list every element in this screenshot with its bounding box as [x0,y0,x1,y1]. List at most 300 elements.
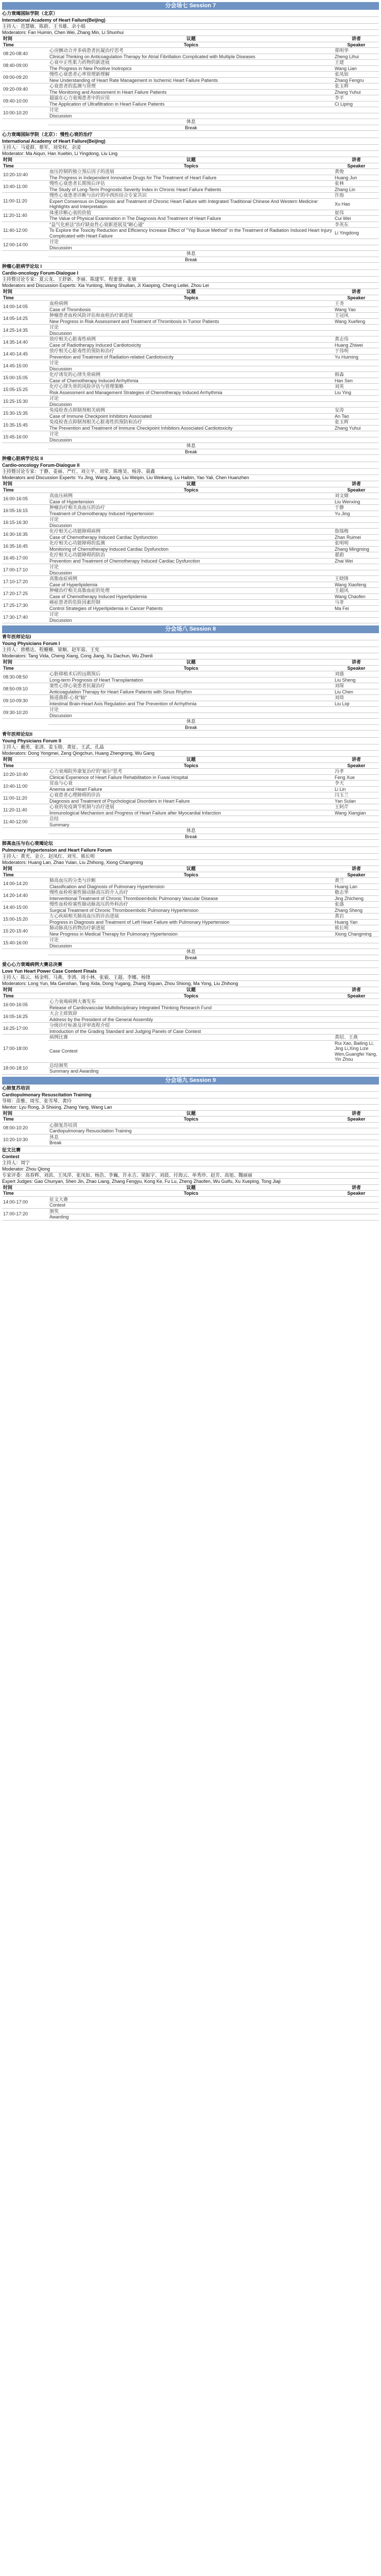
moderators-en: Moderator: Ma Aiqun, Han Xuebin, Li Yingdong, Liu Ling [2,151,379,157]
time-cell: 10:00-10:20 [2,107,48,119]
topic-zh: 讨论 [48,564,334,570]
topic-en: Break [48,449,334,455]
schedule-table [2,659,379,731]
header-speaker-zh: 讲者 [334,659,379,665]
speaker-en: Zhang Yuhui [334,89,379,95]
time-cell: 15:45-16:00 [2,431,48,443]
speaker-zh: 于伟明 [334,348,379,354]
speaker-en [334,1069,379,1075]
topic-zh: 讨论 [48,431,334,437]
time-cell: 16:30-16:35 [2,529,48,540]
speaker-zh [334,360,379,366]
speaker-zh: 李英东 [334,222,379,228]
header-time-en: Time [2,42,48,48]
session-banner: 分会场九 Session 9 [2,1077,379,1084]
topic-zh: 心衰患者心理障碍的诊治 [48,792,334,799]
header-topic-en: Topics [48,872,334,878]
topic-zh: 心肺复苏培训 [48,1122,334,1128]
schedule-row [2,552,379,558]
time-cell: 17:20-17:25 [2,588,48,600]
header-topic-zh: 议题 [48,757,334,762]
schedule-row [2,228,379,239]
schedule-row [2,878,379,884]
topic-zh: 颁奖 [48,1208,334,1214]
header-speaker-en: Speaker [334,1191,379,1197]
speaker-en [334,1140,379,1146]
header-speaker-zh: 讲者 [334,36,379,42]
topic-en: Discussion [48,113,334,119]
speaker-en: Xu Hao [334,198,379,210]
time-cell: 11:00-11:20 [2,792,48,804]
topic-en: Case of Chemotherapy Induced Cardiac Dysfunction [48,534,334,540]
schedule-row [2,125,379,131]
topic-zh: 讨论 [48,937,334,943]
speaker-en: Li Yingdong [334,228,379,239]
section-title-zh: 心力衰竭国际学院（北京）：慢性心衰的治疗 [2,131,379,138]
schedule-row [2,1128,379,1134]
schedule-row [2,360,379,366]
table-header-row [2,659,379,665]
header-topic-en: Topics [48,762,334,769]
topic-en: New Progress in Medical Therapy for Pulmonary Hypertension [48,931,334,937]
schedule-row [2,60,379,66]
header-topic-en: Topics [48,163,334,169]
speaker-en: Ma Fei [334,605,379,612]
schedule-row [2,1202,379,1209]
time-cell: 16:15-16:30 [2,517,48,529]
speaker-en: Yu Huiming [334,354,379,360]
schedule-row [2,724,379,731]
table-header-row [2,757,379,762]
speaker-en: Liu Sheng [334,677,379,683]
speaker-en: Zhan Ruimei [334,534,379,540]
schedule-row [2,816,379,822]
speaker-zh [334,443,379,449]
speaker-en: Zhang Mingming [334,546,379,552]
schedule-row [2,366,379,372]
topic-en: Discussion [48,617,334,623]
header-topic-zh: 议题 [48,157,334,163]
header-speaker-en: Speaker [334,42,379,48]
speaker-en: Huang Yan [334,919,379,925]
speaker-zh: 张玉辉 [334,419,379,426]
topic-en: Introduction of the Grading Standard and Judging Panels of Case Contest [48,1028,334,1035]
speaker-zh: 黄俊 [334,169,379,175]
speaker-zh [334,1023,379,1029]
time-cell: 15:35-15:45 [2,419,48,431]
topic-en: Discussion [48,713,334,719]
session-banner: 分会场七 Session 7 [2,2,379,10]
speaker-en: Ci Liping [334,101,379,107]
schedule-row [2,810,379,816]
speaker-en: Wang Xuefeng [334,318,379,325]
topic-en: Anticoagulation Therapy for Heart Failure Patients with Sinus Rhythm [48,689,334,695]
schedule-row [2,119,379,125]
schedule-row [2,95,379,101]
schedule-row [2,408,379,414]
forum-section [2,1085,379,1146]
time-cell: 15:40-16:00 [2,937,48,949]
schedule-row [2,707,379,713]
schedule-row [2,318,379,325]
schedule-row [2,1196,379,1202]
topic-zh: 肿瘤患者血栓风险评估和血栓治疗新进展 [48,313,334,319]
schedule-table [2,157,379,263]
speaker-zh [334,251,379,257]
schedule-row [2,72,379,78]
speaker-zh: 黄绍、王燕 [334,1035,379,1041]
speaker-en [334,617,379,623]
section-title-en: Young Physicians Forum II [2,738,379,744]
speaker-zh [334,431,379,437]
section-title-en: Contest [2,1154,379,1160]
schedule-row [2,193,379,199]
time-cell: 15:30-15:35 [2,408,48,419]
schedule-row [2,499,379,505]
schedule-row [2,257,379,263]
schedule-row [2,89,379,95]
header-time-zh: 时间 [2,481,48,487]
speaker-zh: 李平 [334,95,379,101]
header-speaker-en: Speaker [334,993,379,999]
time-cell [2,251,48,263]
speaker-en: Zhang Fengru [334,77,379,83]
header-time-zh: 时间 [2,757,48,762]
schedule-row [2,443,379,449]
schedule-row [2,1005,379,1011]
time-cell: 14:05-14:25 [2,313,48,325]
topic-en: Case of Chemotherapy Induced Hyperlipidemia [48,594,334,600]
topic-en: Discussion [48,943,334,949]
topic-zh: 总结 [48,816,334,822]
schedule-row [2,786,379,792]
schedule-table [2,1185,379,1221]
schedule-row [2,354,379,360]
schedule-table [2,481,379,623]
schedule-row [2,437,379,443]
schedule-row [2,695,379,701]
speaker-en: Cui Wei [334,216,379,222]
speaker-zh [334,707,379,713]
time-cell: 09:00-09:20 [2,72,48,83]
header-time-en: Time [2,993,48,999]
schedule-row [2,1011,379,1017]
time-cell: 14:20-14:40 [2,890,48,902]
time-cell: 16:00-16:05 [2,493,48,505]
forum-section [2,131,379,263]
forum-section [2,634,379,731]
topic-zh: 化疗诱发的心律失常病例 [48,372,334,378]
schedule-row [2,701,379,707]
topic-zh: 心衰的免疫调节机制与治疗进展 [48,804,334,810]
topic-zh: 休息 [48,119,334,125]
speaker-en: Rui Xao, Bailing Li, Jing Li,Xing Lize Wen,Guangfei Yang, Yin Zhou [334,1040,379,1062]
topic-en: Discussion [48,437,334,443]
schedule-table [2,866,379,961]
header-topic-zh: 议题 [48,1111,334,1116]
speaker-en [334,1016,379,1023]
topic-zh: 休息 [48,828,334,834]
schedule-row [2,181,379,187]
speaker-en: Wang Chaofen [334,594,379,600]
time-cell: 11:00-11:20 [2,193,48,210]
schedule-row [2,558,379,564]
section-title-zh: 肿瘤心脏病学论坛 I [2,263,379,270]
header-topic-en: Topics [48,42,334,48]
speaker-zh: 冯孝 [334,769,379,775]
section-title-zh: 心肺复苏培训 [2,1085,379,1092]
header-time-zh: 时间 [2,659,48,665]
section-title-zh: 肿瘤心脏病学论坛 II [2,455,379,462]
speaker-zh [334,119,379,125]
header-topic-zh: 议题 [48,36,334,42]
speaker-en: Huang Jun [334,175,379,181]
time-cell: 18:00-18:10 [2,1062,48,1074]
schedule-row [2,677,379,683]
schedule-row [2,919,379,925]
speaker-en: Yan Sulan [334,798,379,804]
section-title-zh: 征文比赛 [2,1147,379,1154]
topic-en: Discussion [48,330,334,336]
header-time-en: Time [2,295,48,301]
topic-en: The Monitoring and Assessment in Heart Failure Patients [48,89,334,95]
time-cell: 10:40-11:00 [2,781,48,792]
speaker-zh: 安涛 [334,408,379,414]
moderators-zh: 主持人：周宁 [2,1160,379,1166]
speaker-zh: 刘琛 [334,683,379,689]
speaker-en: Zhang Sheng [334,907,379,913]
time-cell: 16:05-16:25 [2,1011,48,1023]
speaker-zh [334,1134,379,1140]
topic-zh: 讨论 [48,107,334,113]
speaker-en: Liu Wenxing [334,499,379,505]
time-cell: 14:45-15:00 [2,360,48,372]
speaker-en: Wang Lian [334,65,379,72]
schedule-row [2,713,379,719]
table-header-row [2,295,379,301]
schedule-row [2,1069,379,1075]
section-title-en: Cardiopulmonary Resuscitation Training [2,1092,379,1098]
schedule-row [2,1035,379,1041]
moderators-en: Mentor: Lyu Rong, Ji Shixing, Zhang Yang, Wang Lan [2,1105,379,1111]
schedule-row [2,1016,379,1023]
speaker-zh: 张凤如 [334,72,379,78]
speaker-zh [334,1011,379,1017]
schedule-row [2,913,379,920]
schedule-row [2,925,379,931]
moderators-zh: 主持人：戴勇、张清、姜玉勋、黄征、王武、孔晶 [2,744,379,751]
header-speaker-zh: 讲者 [334,157,379,163]
speaker-en: Liu Chen [334,689,379,695]
schedule-row [2,419,379,426]
schedule-row [2,617,379,623]
schedule-row [2,937,379,943]
schedule-row [2,534,379,540]
speaker-zh: 王尧 [334,301,379,307]
time-cell: 11:40-12:00 [2,222,48,239]
topic-zh: 讨论 [48,396,334,402]
moderators-zh: 导师：苗雅、周雪、张雪琴、黄玲 [2,1098,379,1105]
section-title-en: International Academy of Heart Failure(Beijing) [2,138,379,145]
topic-zh: "益气化瘀法"治疗缺血性心衰新进展及"颐心通" [48,222,334,228]
topic-en: Surgical Treatment of Chronic Thromboembolic Pulmonary Hypertension [48,907,334,913]
header-speaker-zh: 讲者 [334,289,379,295]
moderators-en: Moderators: Dong Yongmei, Zeng Qingchun, Huang Zhengrong, Wu Gang [2,751,379,757]
topic-en: Classification and Diagnosis of Pulmonary Hypertension [48,884,334,890]
time-cell: 14:40-14:45 [2,348,48,360]
header-topic-en: Topics [48,487,334,493]
topic-en: Awarding [48,1214,334,1221]
schedule-row [2,781,379,787]
speaker-en: Wang Yao [334,307,379,313]
speaker-en: Zhang Lin [334,187,379,193]
schedule-row [2,774,379,781]
moderators-en: Moderators and Discussion Experts: Xia Yunlong, Wang Shuilian, Ji Xiaoping, Cheng Leilei, Zhou Lei [2,283,379,289]
topic-en: Address by the President of the General Assembly [48,1016,334,1023]
speaker-zh [334,517,379,523]
topic-zh: 慢性血栓栓塞性肺动脉高压的介入治疗 [48,890,334,896]
section-title-en: Young Physicians Forum I [2,640,379,647]
speaker-zh [334,949,379,955]
time-cell: 08:20-08:40 [2,48,48,60]
speaker-zh: 韩森 [334,372,379,378]
speaker-zh: 王超风 [334,588,379,594]
topic-zh: 贫血与心衰 [48,781,334,787]
speaker-zh [334,612,379,618]
schedule-row [2,594,379,600]
speaker-zh: 张盛 [334,902,379,908]
topic-en: Release of Cardiovascular Multidisciplinary Integrated Thinking Research Fund [48,1005,334,1011]
topic-zh: 心力衰竭病例大赛发布 [48,999,334,1005]
header-topic-en: Topics [48,665,334,671]
schedule-row [2,1028,379,1035]
topic-en: Intestinal Brain-Heart Axis Regulation and The Prevention of Arrhythmia [48,701,334,707]
time-cell: 15:00-15:05 [2,372,48,384]
time-cell [2,119,48,131]
topic-zh: 心脏移植术后的远期预后 [48,671,334,677]
header-speaker-en: Speaker [334,762,379,769]
time-cell: 08:40-09:00 [2,60,48,72]
schedule-row [2,600,379,606]
forum-section [2,961,379,1075]
schedule-row [2,401,379,408]
topic-zh: 肺动脉高压药物治疗新进展 [48,925,334,931]
topic-en: Break [48,1140,334,1146]
header-topic-en: Topics [48,993,334,999]
table-header-row [2,987,379,993]
speaker-en [334,1214,379,1221]
header-speaker-zh: 讲者 [334,757,379,762]
time-cell: 14:40-15:00 [2,902,48,913]
schedule-row [2,54,379,60]
time-cell: 09:10-09:30 [2,695,48,707]
schedule-row [2,792,379,799]
topic-en: Prevention and Treatment of Radiation-related Cardiotoxicity [48,354,334,360]
schedule-row [2,612,379,618]
speaker-zh: 刘琦 [334,695,379,701]
speaker-en [334,401,379,408]
schedule-row [2,822,379,828]
section-title-en: Cardio-oncology Forum-Dialogue II [2,462,379,469]
header-topic-zh: 议题 [48,1185,334,1191]
topic-en: Risk Assessment and Management Strategies of Chemotherapy Induced Arrhythmia [48,389,334,396]
topic-zh: 超滤在心力衰竭患者中的应用 [48,95,334,101]
table-header-row [2,866,379,872]
time-cell: 17:00-17:20 [2,1208,48,1220]
topic-en: New Progress in Risk Assessment and Treatment of Thrombosis in Tumor Patients [48,318,334,325]
header-time-zh: 时间 [2,987,48,993]
table-header-row [2,762,379,769]
speaker-en [334,330,379,336]
table-header-row [2,36,379,42]
section-title-en: Pulmonary Hypertension and Heart Failure Forum [2,847,379,854]
schedule-row [2,239,379,245]
time-cell: 15:20-15:40 [2,925,48,937]
time-cell: 15:25-15:30 [2,396,48,408]
table-header-row [2,1111,379,1116]
schedule-row [2,216,379,222]
topic-en: Prevention and Treatment of Chemotherapy Induced Cardiac Dysfunction [48,558,334,564]
speaker-zh [334,816,379,822]
speaker-en: Yu Jing [334,511,379,517]
header-speaker-en: Speaker [334,665,379,671]
forum-section [2,263,379,455]
time-cell: 08:50-09:10 [2,683,48,695]
moderators-en: Moderators: Huang Lan, Zhao Yulan, Liu Zhihong, Xiong Changming [2,860,379,866]
speaker-en: Huang Lan [334,884,379,890]
topic-zh: 化疗相关心功能障碍的防治 [48,552,334,558]
topic-zh: 化疗相关心功能障碍病例 [48,529,334,535]
moderators-zh: 主持暨讨论专家：夏云龙、王舒新、李丽、陈建军、程蕾蕾、张敏 [2,277,379,283]
table-header-row [2,481,379,487]
speaker-zh: 李天 [334,781,379,787]
topic-en: Clinical Thinking on Anticoagulation Therapy for Atrial Fibrillation Complicated with Multiple Diseases [48,54,334,60]
table-header-row [2,872,379,878]
topic-en: New Understanding of Heart Rate Management in Ischemic Heart Failure Patients [48,77,334,83]
topic-zh: 放疗相关心脏毒性的预防和治疗 [48,348,334,354]
header-time-en: Time [2,762,48,769]
topic-zh: 慢性血栓栓塞性肺动脉高压的外科治疗 [48,902,334,908]
schedule-row [2,493,379,499]
time-cell: 14:35-14:40 [2,336,48,348]
header-speaker-en: Speaker [334,872,379,878]
schedule-row [2,570,379,576]
table-header-row [2,993,379,999]
topic-en: Break [48,724,334,731]
schedule-row [2,396,379,402]
speaker-zh: 黄兰 [334,878,379,884]
schedule-row [2,378,379,384]
header-time-zh: 时间 [2,157,48,163]
topic-zh: 高脂血症病例 [48,576,334,582]
topic-zh: 化疗相关心功能障碍的监测 [48,540,334,547]
schedule-row [2,425,379,431]
header-topic-en: Topics [48,295,334,301]
moderators-zh: 主持人：黄光、金立、赵凤红、刘雪、熊长明 [2,854,379,860]
schedule-table [2,289,379,455]
topic-zh: 征文大赛 [48,1196,334,1202]
session-banner: 分会场八 Session 8 [2,625,379,633]
topic-zh: 心房颤动合并多病患者抗凝治疗思考 [48,48,334,54]
header-time-en: Time [2,872,48,878]
schedule-row [2,251,379,257]
schedule-row [2,83,379,90]
speaker-en [334,449,379,455]
section-title-zh: 青年医师论坛I [2,634,379,640]
speaker-zh: 刘盛 [334,671,379,677]
topic-en: Long-term Prognosis of Heart Transplantation [48,677,334,683]
time-cell: 09:40-10:00 [2,95,48,107]
